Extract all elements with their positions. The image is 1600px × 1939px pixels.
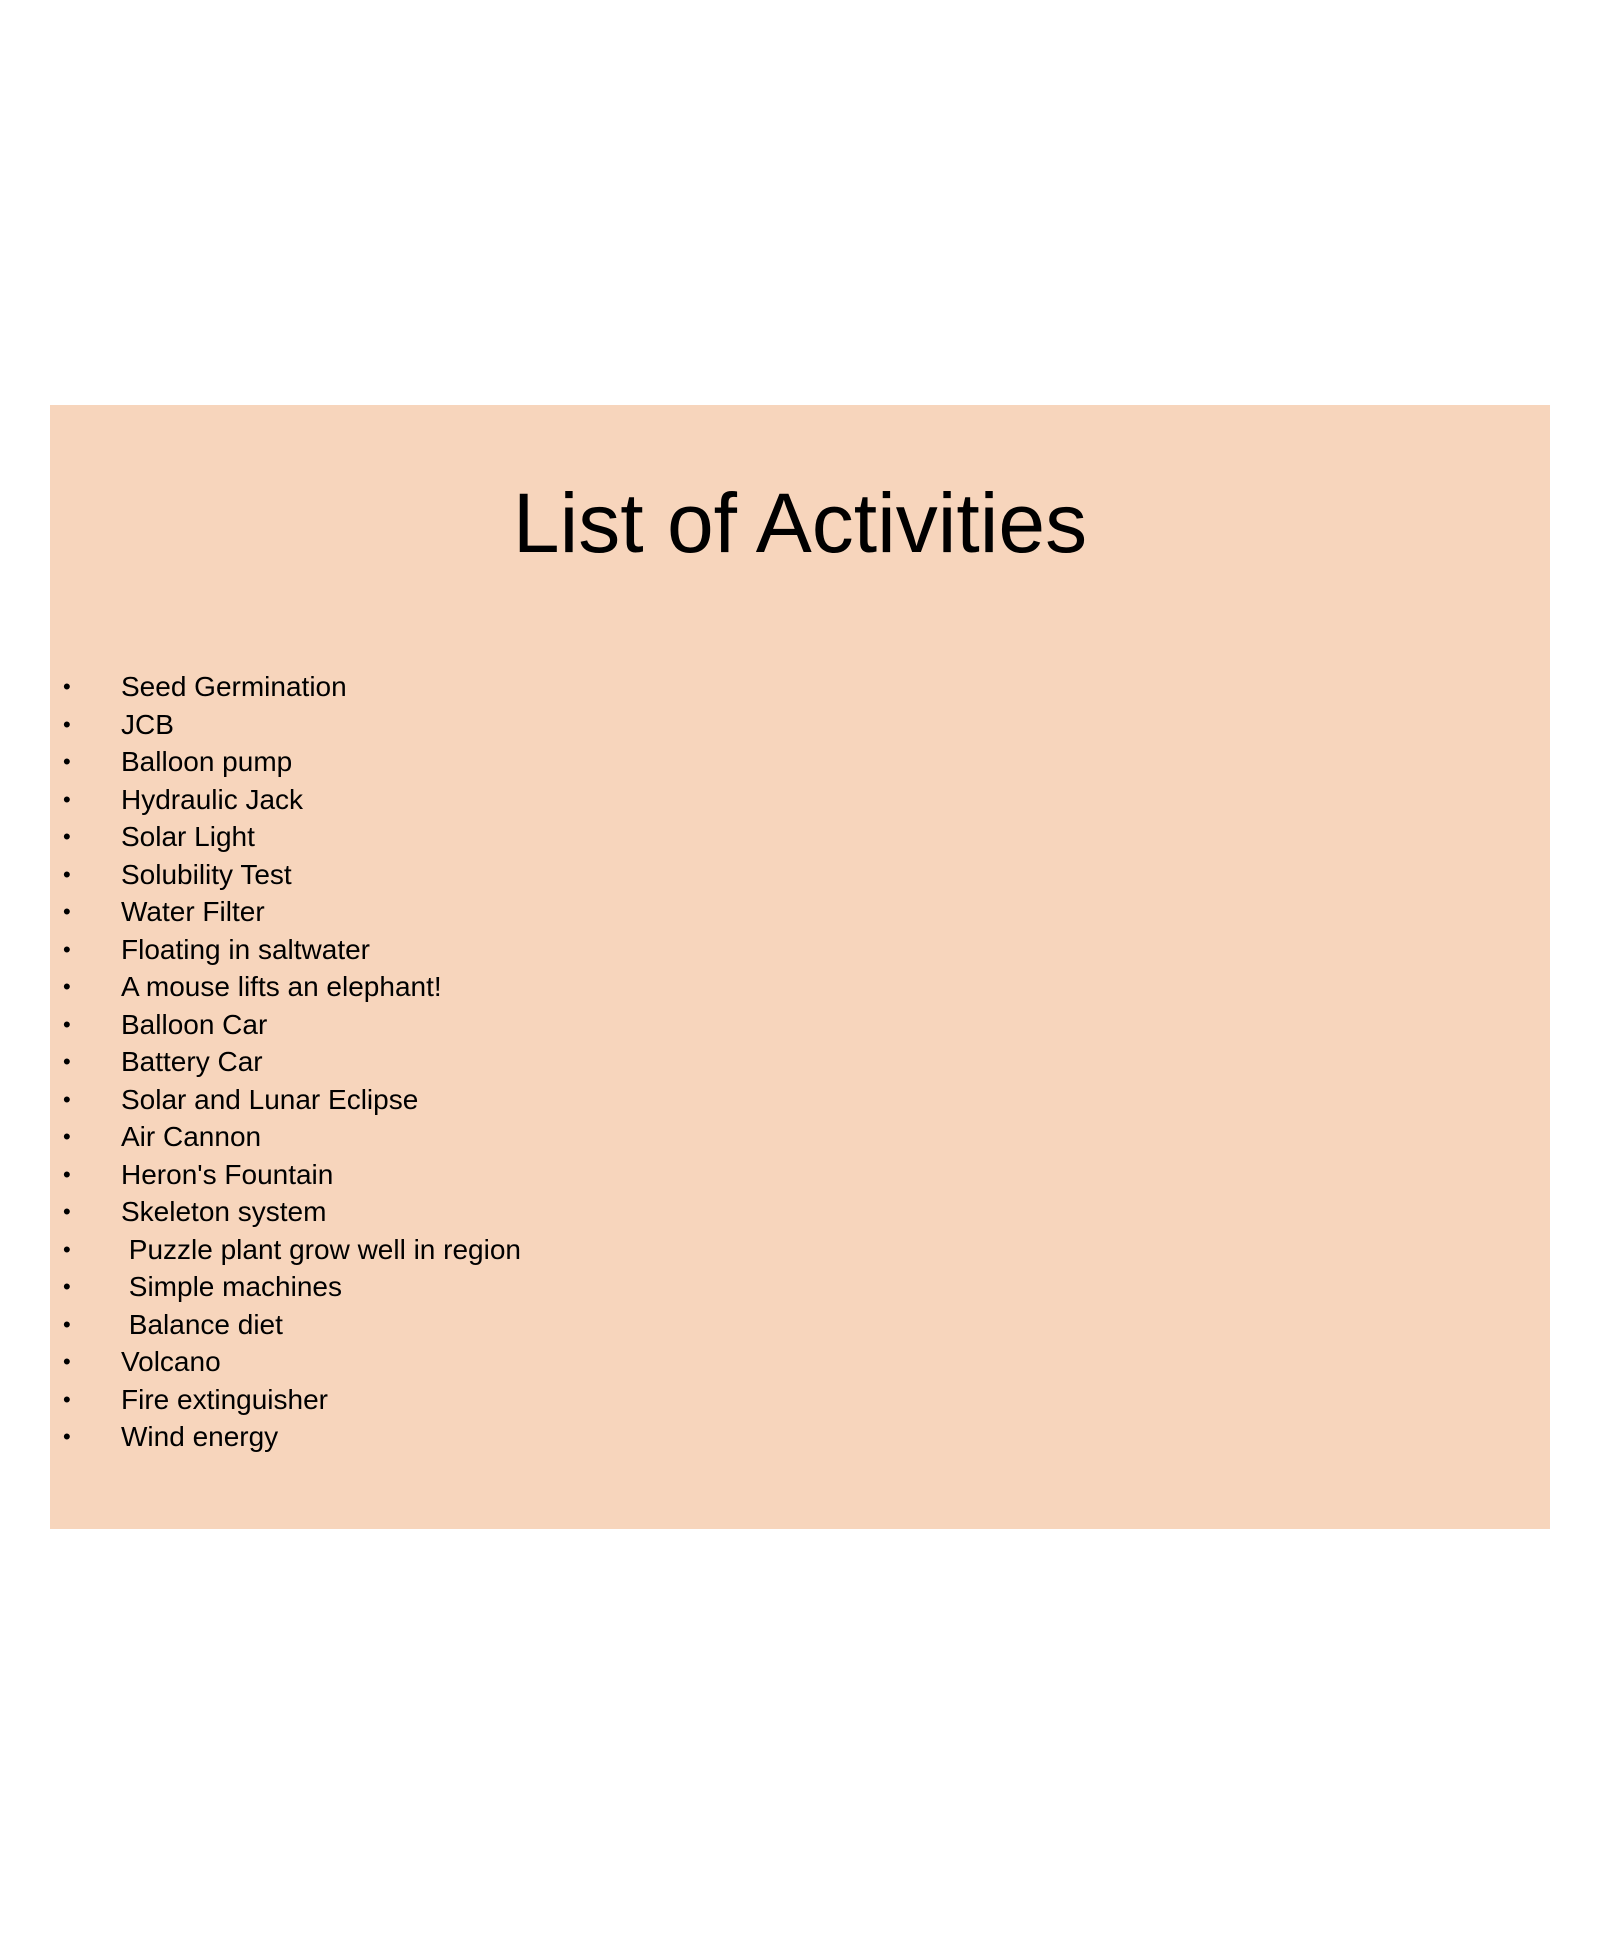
bullet-icon: •: [63, 1349, 71, 1374]
list-item-label: A mouse lifts an elephant!: [121, 971, 442, 1002]
list-item-label: Solar Light: [121, 821, 255, 852]
slide-title: List of Activities: [512, 476, 1088, 570]
list-item-label: Balance diet: [121, 1308, 283, 1340]
bullet-icon: •: [63, 749, 71, 774]
bullet-icon: •: [63, 1311, 71, 1337]
bullet-icon: •: [63, 1424, 71, 1449]
list-item-label: Wind energy: [121, 1421, 279, 1452]
list-item-label: Skeleton system: [121, 1196, 327, 1227]
bullet-icon: •: [63, 1274, 71, 1299]
list-item-label: Balloon pump: [121, 746, 293, 777]
list-item-label: Hydraulic Jack: [121, 783, 304, 815]
list-item-label: Air Cannon: [121, 1121, 262, 1152]
list-item-label: Puzzle plant grow well in region: [121, 1233, 521, 1265]
bullet-icon: •: [63, 1124, 71, 1149]
list-item-label: Water Filter: [121, 896, 265, 927]
list-item-label: Floating in saltwater: [121, 933, 371, 965]
list-item-label: Volcano: [121, 1346, 221, 1377]
bullet-icon: •: [63, 711, 71, 737]
bullet-icon: •: [63, 936, 71, 962]
bullet-icon: •: [63, 899, 71, 924]
bullet-icon: •: [63, 674, 71, 699]
bullet-icon: •: [63, 1236, 71, 1262]
bullet-icon: •: [63, 1011, 71, 1037]
bullet-icon: •: [63, 786, 71, 812]
list-item-label: Heron's Fountain: [121, 1158, 334, 1190]
list-item-label: Solubility Test: [121, 858, 292, 890]
list-item-label: Solar and Lunar Eclipse: [121, 1083, 419, 1115]
bullet-icon: •: [63, 861, 71, 887]
list-item-label: Simple machines: [121, 1271, 342, 1302]
bullet-icon: •: [63, 1086, 71, 1112]
bullet-icon: •: [63, 1049, 71, 1074]
list-item-label: Battery Car: [121, 1046, 263, 1077]
list-item-label: Fire extinguisher: [121, 1383, 328, 1415]
bullet-icon: •: [63, 974, 71, 999]
bullet-icon: •: [63, 1199, 71, 1224]
bullet-icon: •: [63, 1386, 71, 1412]
bullet-icon: •: [63, 1161, 71, 1187]
bullet-icon: •: [63, 824, 71, 849]
list-item-label: JCB: [121, 708, 174, 740]
list-item-label: Balloon Car: [121, 1008, 268, 1040]
list-item-label: Seed Germination: [121, 671, 347, 702]
slide: [50, 405, 1550, 1529]
